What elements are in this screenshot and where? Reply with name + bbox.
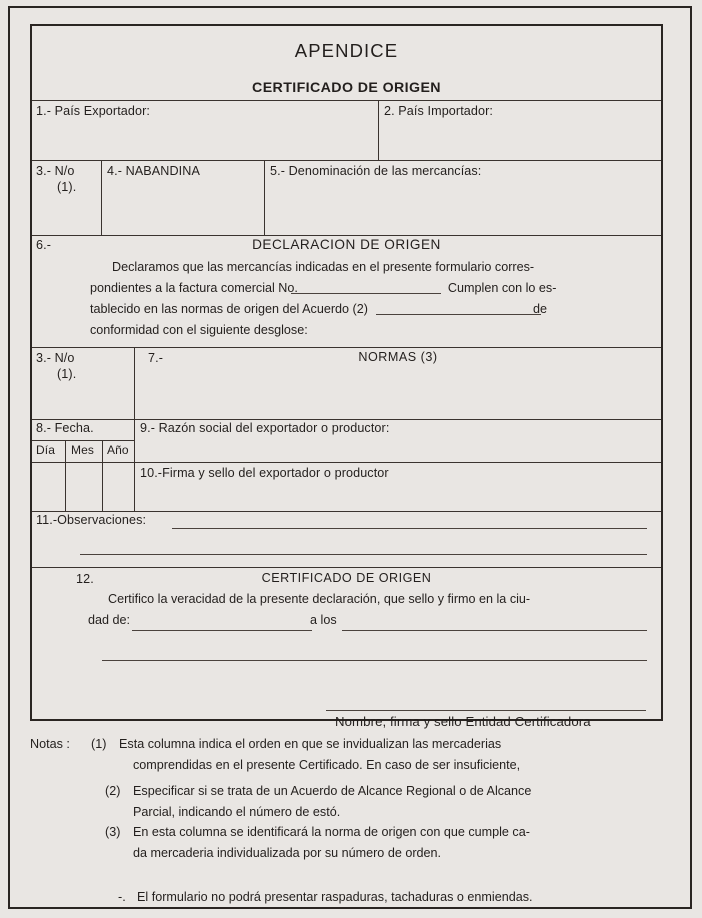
note-3-line-2: da mercaderia individualizada por su número de orden. (133, 845, 442, 860)
document-subtitle: CERTIFICADO DE ORIGEN (252, 80, 441, 96)
heading-normas: NORMAS (3) (358, 350, 438, 364)
note-tag-3: (3) (105, 825, 121, 839)
note-2-line-1: Especificar si se trata de un Acuerdo de Alcance Regional o de Alcance (133, 784, 532, 798)
note-3-line-1: En esta columna se identificará la norma de origen con que cumple ca- (133, 825, 530, 839)
label-fecha: 8.- Fecha. (36, 421, 94, 435)
note-4-row-1 (30, 887, 663, 908)
certificate-form (30, 24, 663, 729)
input-mes[interactable] (66, 463, 103, 511)
input-ano[interactable] (103, 463, 135, 511)
label-firma-entidad-certificadora: Nombre, firma y sello Entidad Certificadora (335, 714, 591, 729)
heading-certificado-origen-12: CERTIFICADO DE ORIGEN (261, 571, 432, 585)
label-pais-exportador: 1.- País Exportador: (36, 104, 150, 118)
label-observaciones: 11.-Observaciones: (36, 513, 147, 527)
label-ano: Año (107, 443, 129, 457)
label-numero-orden-top-note: (1). (57, 180, 77, 194)
declaracion-line-4: conformidad con el siguiente desglose: (90, 323, 308, 337)
label-mes: Mes (71, 443, 94, 457)
rule-observaciones-2[interactable] (80, 554, 647, 555)
note-3-row-1 (30, 822, 663, 843)
rule-certificado-extra[interactable] (102, 660, 647, 661)
notes-label: Notas : (30, 737, 70, 751)
note-tag-2: (2) (105, 784, 121, 798)
certificado-body (88, 589, 530, 631)
declaracion-line-3 (90, 299, 556, 320)
rule-observaciones-1[interactable] (172, 528, 647, 529)
certificado-line-1: Certifico la veracidad de la presente declaración, que sello y firmo en la ciu- (108, 592, 531, 606)
declaracion-line-2a: pondientes a la factura comercial No. (90, 281, 298, 295)
label-dia: Día (36, 443, 55, 457)
label-pais-importador: 2. País Importador: (384, 104, 493, 118)
label-numero-orden-bottom: 3.- N/o (36, 351, 75, 365)
certificado-line-2b: a los (310, 613, 337, 627)
label-field6-number: 6.- (36, 238, 51, 252)
label-numero-orden-bottom-note: (1). (57, 367, 77, 381)
note-1-line-1: Esta columna indica el orden en que se invidualizan las mercaderias (119, 737, 502, 751)
rule-firma-entidad[interactable] (326, 710, 646, 711)
rule-acuerdo[interactable] (376, 314, 541, 315)
input-dia[interactable] (32, 463, 66, 511)
note-1-line-2: comprendidas en el presente Certificado. En caso de ser insuficiente, (133, 757, 521, 772)
label-field7-number: 7.- (148, 351, 163, 365)
rule-factura-comercial[interactable] (291, 293, 441, 294)
page-title: APENDICE (294, 40, 399, 61)
note-2-row-2 (30, 802, 663, 823)
declaracion-line-2 (90, 278, 556, 299)
declaracion-body (90, 257, 556, 341)
rule-ciudad[interactable] (132, 630, 312, 631)
declaracion-line-3b: de (532, 302, 547, 316)
note-4-line-1: El formulario no podrá presentar raspaduras, tachaduras o enmiendas. (137, 890, 533, 904)
label-firma-sello-exportador: 10.-Firma y sello del exportador o productor (140, 466, 389, 480)
label-nabandina: 4.- NABANDINA (107, 164, 200, 178)
label-field12-number: 12. (76, 572, 94, 586)
note-tag-4: -. (118, 890, 126, 904)
notes-label-row (30, 734, 663, 755)
heading-declaracion-origen: DECLARACION DE ORIGEN (252, 237, 441, 252)
certificado-line-2a: dad de: (88, 613, 131, 627)
declaracion-line-2b: Cumplen con lo es- (447, 281, 557, 295)
label-denominacion-mercancias: 5.- Denominación de las mercancías: (270, 164, 482, 178)
certificado-line-2 (88, 610, 530, 631)
declaracion-line-3a: tablecido en las normas de origen del Acuerdo (2) (90, 302, 368, 316)
rule-fecha-certificado[interactable] (342, 630, 647, 631)
label-razon-social: 9.- Razón social del exportador o productor: (140, 421, 390, 435)
note-1-row-2 (30, 755, 663, 776)
note-3-row-2 (30, 843, 663, 864)
note-tag-1: (1) (91, 737, 107, 751)
note-2-row-1 (30, 781, 663, 802)
notes-block (30, 734, 663, 908)
declaracion-line-1: Declaramos que las mercancías indicadas en el presente formulario corres- (112, 260, 535, 274)
label-numero-orden-top: 3.- N/o (36, 164, 75, 178)
note-2-line-2: Parcial, indicando el número de estó. (133, 804, 341, 819)
